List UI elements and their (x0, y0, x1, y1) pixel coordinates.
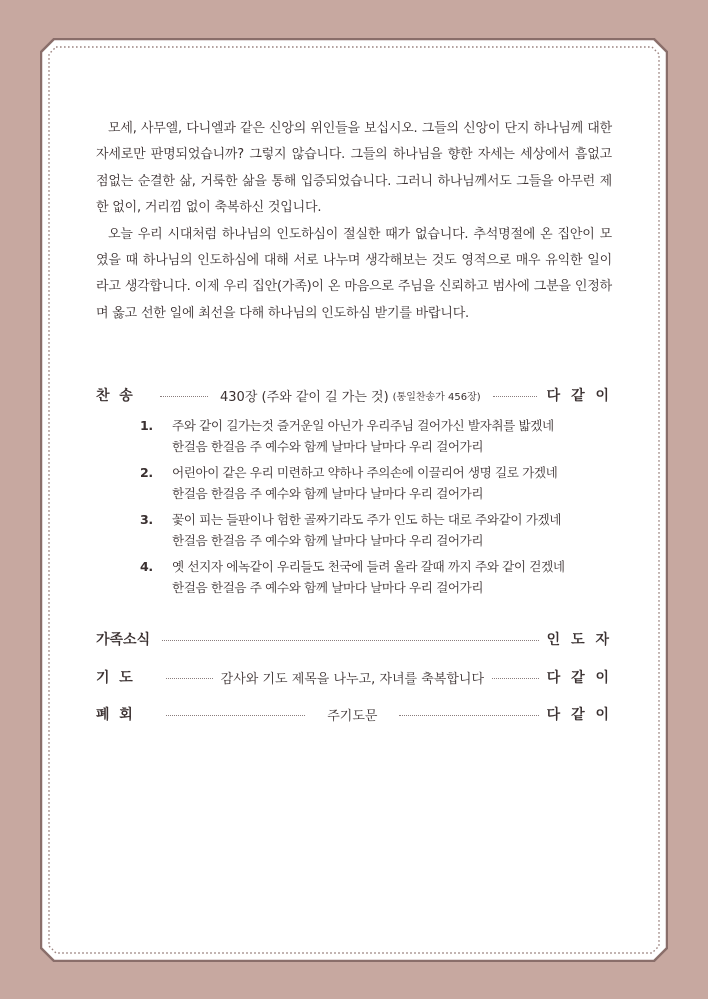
hymn-label: 찬 송 (96, 388, 133, 404)
verse-refrain: 한걸음 한걸음 주 예수와 함께 날마다 날마다 우리 걸어가리 (172, 486, 484, 502)
verse-refrain: 한걸음 한걸음 주 예수와 함께 날마다 날마다 우리 걸어가리 (172, 533, 484, 549)
verse-refrain: 한걸음 한걸음 주 예수와 함께 날마다 날마다 우리 걸어가리 (172, 439, 484, 455)
verse-line: 어린아이 같은 우리 미련하고 약하나 주의손에 이끌리어 생명 길로 가겠네 (172, 465, 558, 480)
leader-dots (492, 678, 539, 679)
prayer-leader: 다 같 이 (546, 670, 613, 686)
hymn-row (96, 382, 612, 408)
hymn-leader: 다 같 이 (546, 388, 612, 404)
verse-number: 3. (140, 512, 153, 527)
verse-4 (140, 556, 610, 598)
verse-line: 옛 선지자 에녹같이 우리들도 천국에 들려 올라 갈때 까지 주와 같이 걷겠네 (172, 559, 565, 574)
message-paragraph-1: 모세, 사무엘, 다니엘과 같은 신앙의 위인들을 보십시오. 그들의 신앙이 단지 하나님께 대한 자세로만 판명되었습니까? 그렇지 않습니다. 그들의 하나님을 향한 자세는 세상에서 흠없고 점없는 순결한 삶, 거룩한 삶을 통해 입증되었습니다. 그러니 하나님께서도 그들을 아무런 제한 없이, 거리낌 없이 축복하신 것입니다. (96, 121, 612, 216)
family-news-label: 가족소식 (96, 632, 151, 648)
leader-dots (493, 396, 537, 397)
verse-number: 2. (140, 465, 153, 480)
leader-dots (160, 396, 208, 397)
leader-dots (162, 640, 539, 641)
verse-2 (140, 462, 610, 504)
leader-dots (166, 678, 213, 679)
closing-row (96, 701, 612, 727)
hymn-title: 430장 (주와 같이 길 가는 것) (220, 389, 389, 405)
verse-line: 꽃이 피는 들판이나 험한 골짜기라도 주가 인도 하는 대로 주와같이 가겠네 (172, 512, 561, 527)
closing-leader: 다 같 이 (546, 707, 612, 723)
verse-number: 1. (140, 418, 153, 433)
family-news-leader: 인 도 자 (546, 632, 612, 648)
prayer-text: 감사와 기도 제목을 나누고, 자녀를 축복합니다 (220, 671, 485, 687)
leader-dots (399, 715, 538, 716)
prayer-row (96, 664, 612, 690)
verse-number: 4. (140, 559, 153, 574)
hymn-note: (통일찬송가 456장) (392, 391, 481, 403)
closing-text: 주기도문 (327, 708, 378, 724)
verse-refrain: 한걸음 한걸음 주 예수와 함께 날마다 날마다 우리 걸어가리 (172, 580, 484, 596)
verse-line: 주와 같이 길가는것 즐거운일 아닌가 우리주님 걸어가신 발자취를 밟겠네 (172, 418, 554, 433)
prayer-label: 기 도 (96, 670, 133, 686)
closing-label: 폐 회 (96, 707, 133, 723)
family-news-row (96, 626, 612, 652)
message-paragraph-2: 오늘 우리 시대처럼 하나님의 인도하심이 절실한 때가 없습니다. 추석명절에 온 집안이 모였을 때 하나님의 인도하심에 대해 서로 나누며 생각해보는 것도 영적으로 매우 유익한 일이라고 생각합니다. 이제 우리 집안(가족)이 온 마음으로 주님을 신뢰하고 범사에 그분을 인정하며 옳고 선한 일에 최선을 다해 하나님의 인도하심 받기를 바랍니다. (96, 226, 612, 321)
verse-1 (140, 415, 610, 457)
leader-dots (166, 715, 305, 716)
verse-3 (140, 509, 610, 551)
